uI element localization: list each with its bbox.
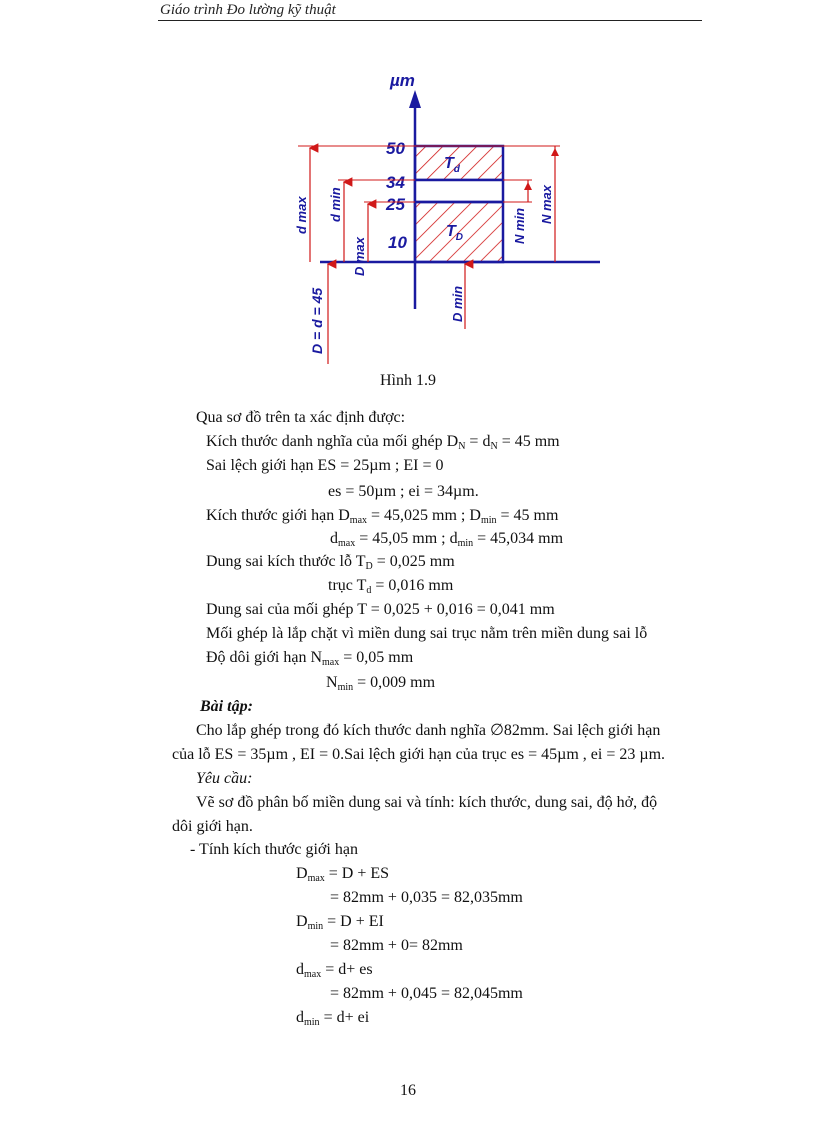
calc-dmax-shaft-value: = 82mm + 0,045 = 82,045mm: [330, 985, 523, 1002]
requirement-line-1: Vẽ sơ đồ phân bố miền dung sai và tính: kích thước, dung sai, độ hở, độ: [196, 794, 658, 811]
zone-upper-label: $T_d$: [444, 155, 460, 175]
tolerance-diagram-svg: [270, 64, 610, 364]
calc-dmin-hole-value: = 82mm + 0= 82mm: [330, 937, 463, 954]
line-limit-shaft: $d_{max} = 45,05$ mm ; $d_{min} = 45,034$ mm: [330, 530, 564, 549]
exercise-heading: Bài tập:: [200, 698, 253, 715]
axis-arrow-icon: [409, 90, 421, 108]
calc-dmax-hole-value: = 82mm + 0,035 = 82,035mm: [330, 889, 523, 906]
line-hole-tolerance: Dung sai kích thước lỗ $T_D = 0,025$ mm: [206, 553, 455, 572]
calc-dmax-shaft: $d_{max} = d+$ es: [296, 961, 373, 980]
exercise-line-1: Cho lắp ghép trong đó kích thước danh nghĩa ∅82mm. Sai lệch giới hạn: [196, 722, 661, 739]
requirement-line-2: dôi giới hạn.: [172, 818, 253, 835]
calc-dmax-hole: $D_{max} = D$ + ES: [296, 865, 390, 884]
tick-34: 34: [386, 173, 405, 192]
label-Nmax: N max: [539, 184, 554, 224]
figure-caption: Hình 1.9: [380, 372, 436, 389]
tolerance-diagram: [270, 64, 610, 369]
unit-label: µm: [390, 71, 415, 90]
arrow-nmax-icon: [551, 148, 559, 156]
zone-lower-label: $T_D$: [446, 223, 464, 243]
calc-dmin-hole: $D_{min} = D$ + EI: [296, 913, 384, 932]
page-number: 16: [400, 1082, 416, 1099]
exercise-line-2: của lỗ ES = 35µm , EI = 0.Sai lệch giới hạn của trục es = 45µm , ei = 23 µm.: [172, 746, 666, 763]
line-limit-hole: Kích thước giới hạn $D_{max} = 45,025$ mm ; $D_{min} = 45$ mm: [206, 507, 559, 526]
intro-line: Qua sơ đồ trên ta xác định được:: [196, 409, 406, 426]
label-Nmin: N min: [512, 207, 527, 244]
label-dmax: d max: [294, 196, 309, 234]
label-dmin: d min: [328, 187, 343, 222]
gap-zone: [415, 180, 503, 202]
line-fit-tolerance: Dung sai của mối ghép T = 0,025 + 0,016 = 0,041 mm: [206, 601, 555, 618]
line-nmax: Độ dôi giới hạn $N_{max} = 0,05$ mm: [206, 649, 414, 668]
line-nmin: $N_{min} = 0,009$ mm: [326, 674, 436, 693]
line-hole-deviation: Sai lệch giới hạn ES = 25µm ; EI = 0: [206, 457, 444, 474]
running-header: Giáo trình Đo lường kỹ thuật: [160, 2, 336, 18]
arrow-nmin-icon: [524, 182, 532, 190]
label-Dmax: D max: [352, 236, 367, 276]
line-shaft-deviation: es = 50µm ; ei = 34µm.: [328, 483, 479, 500]
label-nominal: D = d = 45: [309, 287, 325, 354]
header-rule: [158, 20, 702, 21]
requirement-heading: Yêu cầu:: [196, 770, 253, 787]
label-Dmin: D min: [450, 285, 465, 322]
calc-heading: - Tính kích thước giới hạn: [190, 841, 358, 858]
line-shaft-tolerance: trục $T_d = 0,016$ mm: [328, 577, 454, 596]
tick-25: 25: [386, 195, 405, 214]
tick-50: 50: [386, 139, 405, 158]
calc-dmin-shaft: $d_{min} = d+$ ei: [296, 1009, 370, 1028]
tick-10: 10: [388, 233, 407, 252]
line-nominal: Kích thước danh nghĩa của mối ghép $D_N = d_N = 45$ mm: [206, 433, 560, 452]
line-fit-type: Mối ghép là lắp chặt vì miền dung sai trục nằm trên miền dung sai lỗ: [206, 625, 648, 642]
